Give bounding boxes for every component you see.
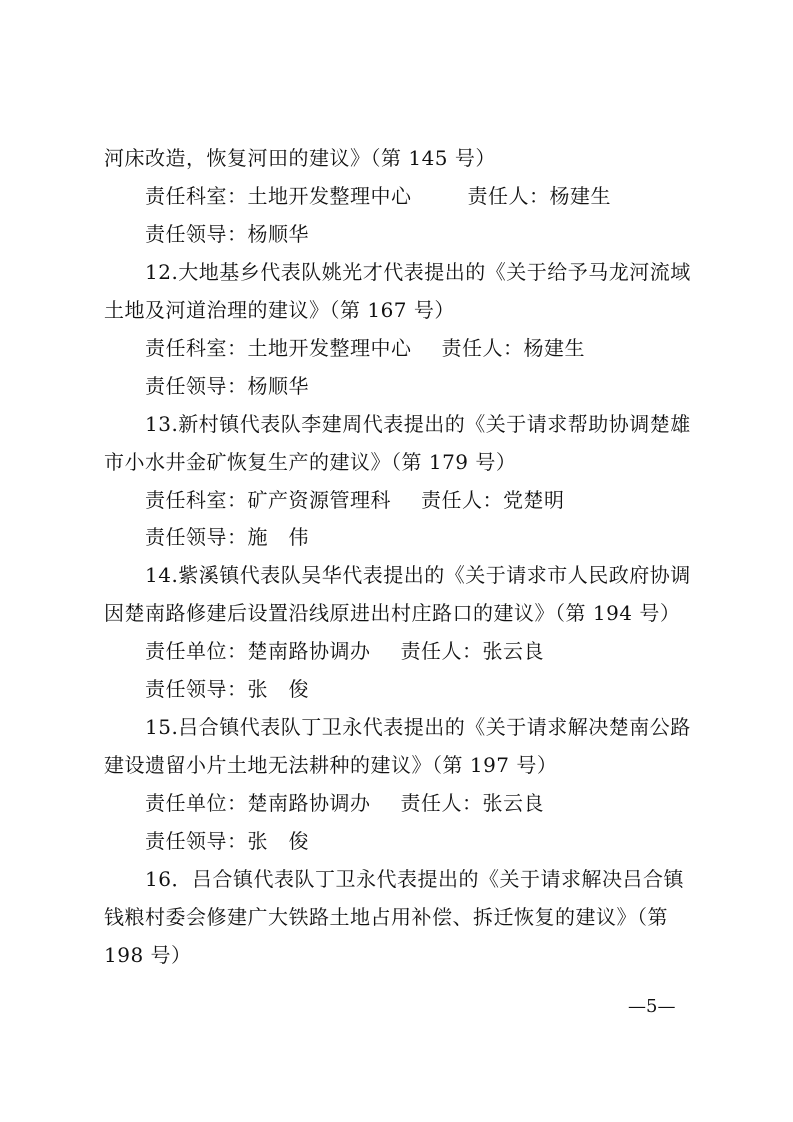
responsible-person: 责任人：杨建生	[441, 336, 585, 360]
responsibility-line	[145, 636, 544, 666]
responsibility-line	[145, 333, 585, 363]
text-line: 198 号）	[104, 943, 192, 967]
responsible-leader: 责任领导：杨顺华	[145, 222, 309, 246]
responsible-leader: 责任领导：张 俊	[145, 677, 309, 701]
text-line: 市小水井金矿恢复生产的建议》（第 179 号）	[104, 450, 517, 474]
text-line: 钱粮村委会修建广大铁路土地占用补偿、拆迁恢复的建议》（第	[104, 905, 668, 929]
responsible-dept: 责任单位：楚南路协调办	[145, 639, 371, 663]
item-heading: 12.大地基乡代表队姚光才代表提出的《关于给予马龙河流域	[145, 260, 691, 284]
text-line: 土地及河道治理的建议》（第 167 号）	[104, 298, 455, 322]
responsibility-line	[145, 485, 565, 515]
responsible-leader: 责任领导：施 伟	[145, 525, 309, 549]
responsible-dept: 责任科室：土地开发整理中心	[145, 336, 412, 360]
item-heading: 15.吕合镇代表队丁卫永代表提出的《关于请求解决楚南公路	[145, 715, 691, 739]
item-heading: 16．吕合镇代表队丁卫永代表提出的《关于请求解决吕合镇	[145, 867, 684, 891]
responsible-dept: 责任科室：土地开发整理中心	[145, 184, 412, 208]
text-line: 河床改造，恢复河田的建议》（第 145 号）	[104, 146, 496, 170]
item-heading: 14.紫溪镇代表队吴华代表提出的《关于请求市人民政府协调	[145, 563, 691, 587]
responsible-person: 责任人：党楚明	[421, 488, 565, 512]
text-line: 建设遗留小片土地无法耕种的建议》（第 197 号）	[104, 753, 558, 777]
responsible-person: 责任人：张云良	[400, 639, 544, 663]
responsibility-line	[145, 181, 611, 211]
responsibility-line	[145, 788, 544, 818]
responsible-person: 责任人：张云良	[400, 791, 544, 815]
item-heading: 13.新村镇代表队李建周代表提出的《关于请求帮助协调楚雄	[145, 412, 691, 436]
responsible-dept: 责任科室：矿产资源管理科	[145, 488, 391, 512]
text-line: 因楚南路修建后设置沿线原进出村庄路口的建议》（第 194 号）	[104, 601, 681, 625]
responsible-leader: 责任领导：张 俊	[145, 829, 309, 853]
responsible-person: 责任人：杨建生	[467, 184, 611, 208]
responsible-leader: 责任领导：杨顺华	[145, 374, 309, 398]
page-number: —5—	[628, 996, 676, 1017]
responsible-dept: 责任单位：楚南路协调办	[145, 791, 371, 815]
